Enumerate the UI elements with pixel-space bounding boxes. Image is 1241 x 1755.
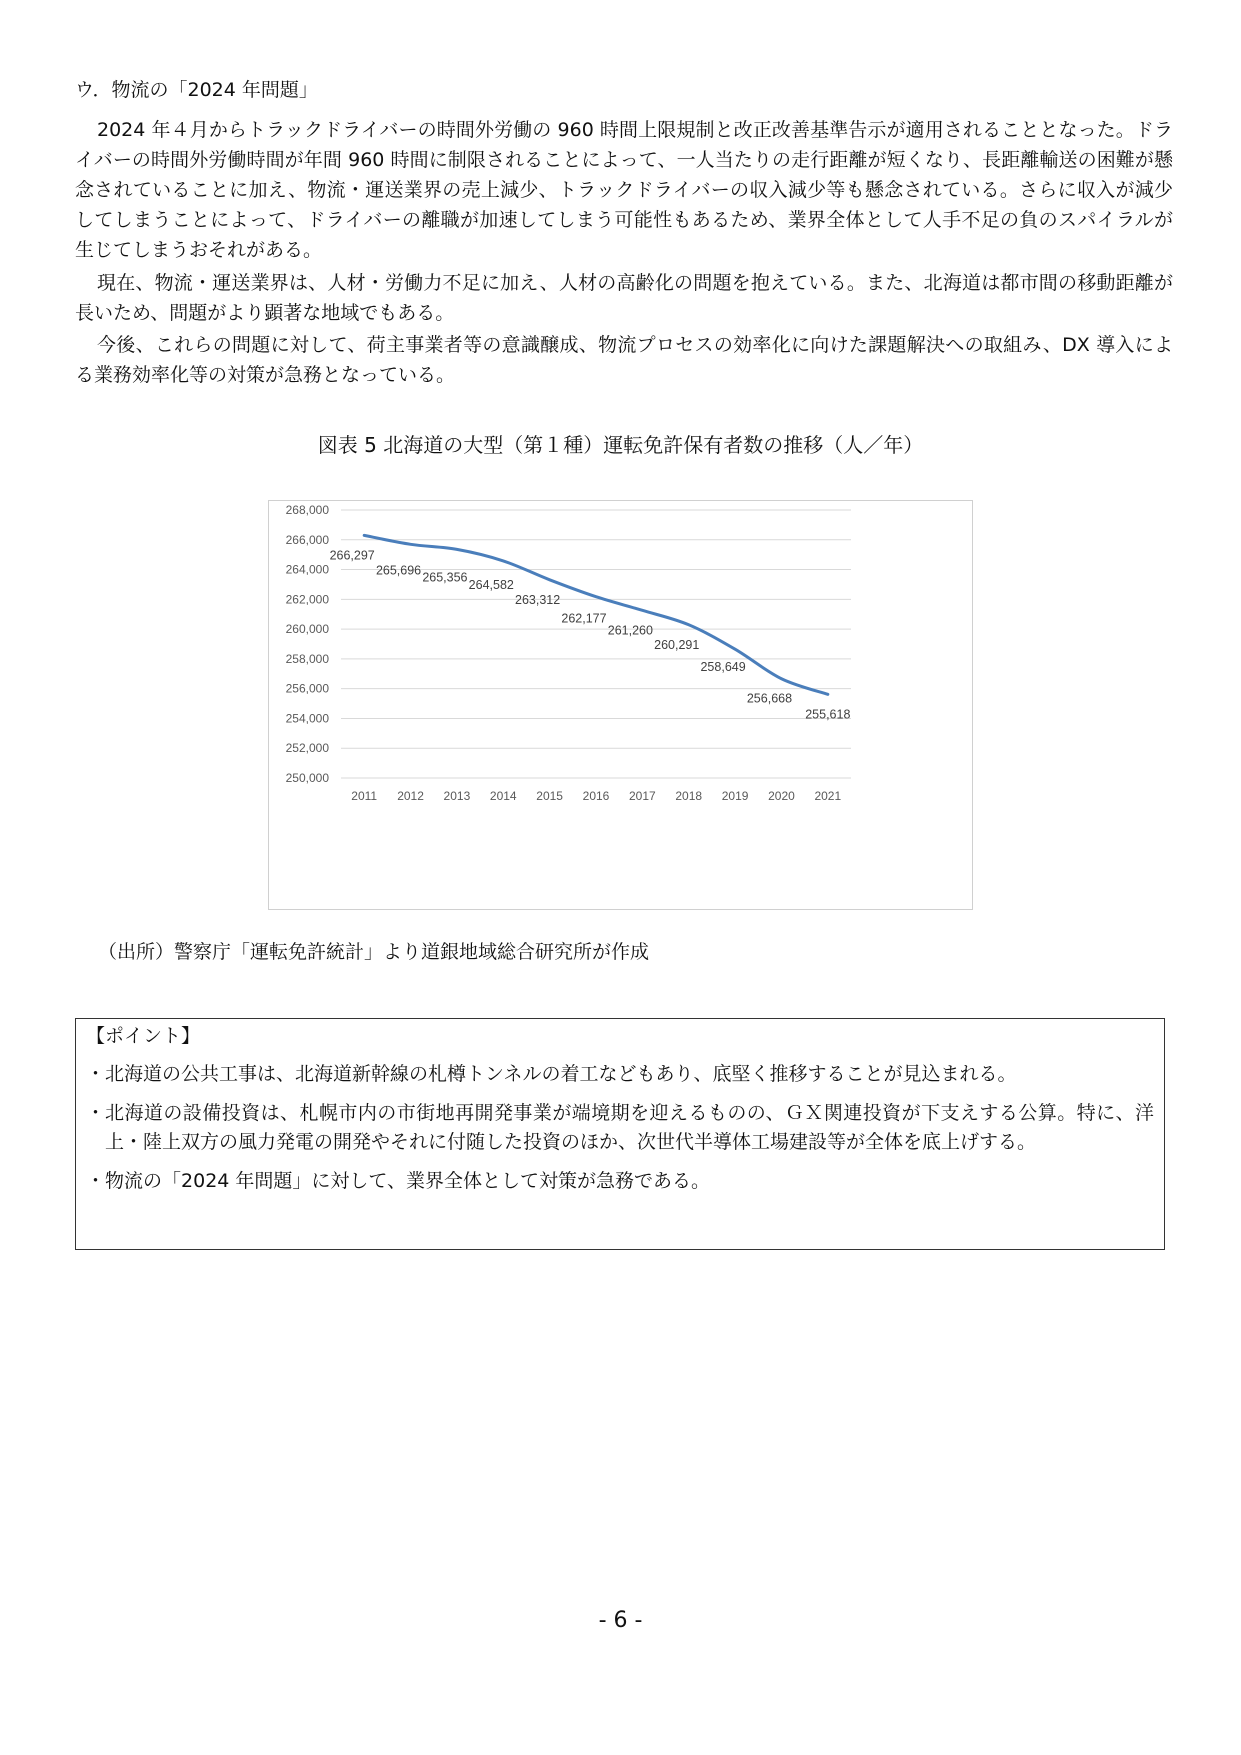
point-item — [86, 1167, 1154, 1196]
chart-gridlines — [341, 510, 851, 778]
data-label: 258,649 — [700, 660, 746, 675]
x-tick-label: 2020 — [768, 789, 795, 803]
figure-caption: 図表 5 北海道の大型（第１種）運転免許保有者数の推移（人／年） — [317, 433, 924, 457]
x-tick-label: 2015 — [536, 789, 563, 803]
bullet-mark: ・ — [86, 1170, 106, 1192]
point-item — [86, 1099, 1154, 1157]
chart-x-ticks — [351, 789, 841, 803]
data-label: 266,297 — [329, 548, 375, 563]
x-tick-label: 2017 — [629, 789, 656, 803]
y-tick-label: 252,000 — [285, 741, 329, 756]
data-label: 261,260 — [607, 623, 653, 638]
x-tick-label: 2019 — [721, 789, 749, 803]
x-tick-label: 2016 — [582, 789, 610, 803]
line-chart — [268, 500, 973, 910]
data-label: 265,696 — [375, 563, 422, 578]
figure-source: （出所）警察庁「運転免許統計」より道銀地域総合研究所が作成 — [98, 941, 650, 963]
chart-data-labels — [330, 548, 851, 721]
x-tick-label: 2012 — [397, 789, 424, 803]
bullet-mark: ・ — [86, 1102, 106, 1124]
chart-y-ticks — [286, 503, 330, 785]
y-tick-label: 260,000 — [285, 622, 329, 637]
y-tick-label: 250,000 — [285, 771, 329, 785]
point-text: 北海道の公共工事は、北海道新幹線の札樽トンネルの着工などもあり、底堅く推移することが見込まれる。 — [105, 1063, 1017, 1085]
data-label: 262,177 — [561, 611, 607, 626]
y-tick-label: 266,000 — [285, 532, 329, 547]
points-box — [75, 1018, 1165, 1250]
y-tick-label: 256,000 — [285, 681, 329, 696]
data-label: 264,582 — [468, 577, 514, 592]
bullet-mark: ・ — [86, 1063, 106, 1085]
point-text: 物流の「2024 年問題」に対して、業界全体として対策が急務である。 — [105, 1170, 711, 1192]
section-heading: ウ．物流の「2024 年問題」 — [75, 79, 318, 101]
point-text: 北海道の設備投資は、札幌市内の市街地再開発事業が端境期を迎えるものの、ＧＸ関連投資が下支えする公算。特に、洋上・陸上双方の風力発電の開発やそれに付随した投資のほか、次世代半導体工場建設等が全体を底上げする。 — [105, 1102, 1154, 1153]
data-label: 255,618 — [805, 707, 851, 722]
page-number: - 6 - — [598, 1608, 643, 1633]
paragraph-2: 現在、物流・運送業界は、人材・労働力不足に加え、人材の高齢化の問題を抱えている。また、北海道は都市間の移動距離が長いため、問題がより顕著な地域でもある。 — [75, 272, 1173, 324]
data-label: 256,668 — [746, 691, 793, 706]
points-title: 【ポイント】 — [86, 1025, 201, 1047]
point-item — [86, 1060, 1154, 1089]
paragraph-1: 2024 年４月からトラックドライバーの時間外労働の 960 時間上限規制と改正改善基準告示が適用されることとなった。ドライバーの時間外労働時間が年間 960 時間に制限されることによって、一人当たりの走行距離が短くなり、長距離輸送の困難が懸念されていることに加え、物流・運送業界の売上減少、トラックドライバーの収入減少等も懸念されている。さらに収入が減少してしまうことによって、ドライバーの離職が加速してしまう可能性もあるため、業界全体として人手不足の負のスパイラルが生じてしまうおそれがある。 — [75, 119, 1173, 261]
data-label: 263,312 — [515, 592, 561, 607]
data-label: 265,356 — [422, 570, 468, 585]
x-tick-label: 2011 — [351, 789, 378, 803]
x-tick-label: 2018 — [675, 789, 703, 803]
x-tick-label: 2013 — [443, 789, 471, 803]
paragraph-3: 今後、これらの問題に対して、荷主事業者等の意識醸成、物流プロセスの効率化に向けた課題解決への取組み、DX 導入による業務効率化等の対策が急務となっている。 — [75, 334, 1173, 386]
data-label: 260,291 — [654, 637, 700, 652]
chart-svg — [269, 501, 972, 909]
x-tick-label: 2021 — [814, 789, 842, 803]
y-tick-label: 268,000 — [285, 503, 329, 517]
y-tick-label: 262,000 — [285, 592, 329, 607]
y-tick-label: 264,000 — [285, 562, 329, 577]
y-tick-label: 254,000 — [285, 711, 329, 726]
x-tick-label: 2014 — [489, 789, 517, 803]
y-tick-label: 258,000 — [285, 651, 329, 666]
